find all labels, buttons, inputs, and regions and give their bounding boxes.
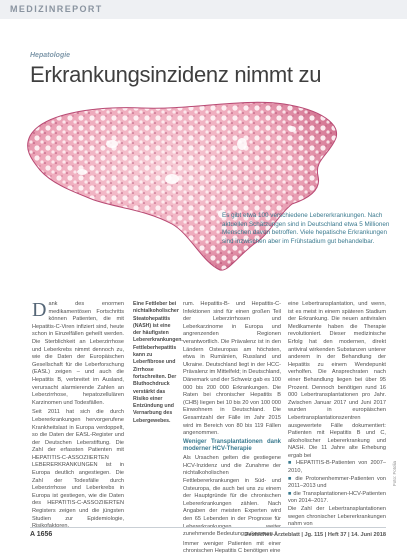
section-rubric: MEDIZINREPORT xyxy=(10,4,103,14)
photo-credit: Foto: Fotolia xyxy=(392,460,397,486)
bullet-list xyxy=(288,460,386,506)
paragraph: Als Ursachen gelten die gestiegene HCV-Inzidenz und die Zunahme der nichtalkoholischen Fettlebererkrankungen in Süd- und Osteuropa, die auch bei uns zu einem der Hauptgründe für die chronischen Lebererkrankungen zählen. Nach Angaben der meisten Experten wird den 65 Lebenden in der Prognose für Lebererkrankungen weiter zunehmende Bedeutung zukommen. xyxy=(183,455,281,538)
journal-citation: Deutsches Ärzteblatt | Jg. 115 | Heft 37 | 14. Juni 2018 xyxy=(244,532,386,538)
image-caption: Es gibt etwa 100 verschiedene Lebererkrankungen. Nach aktuellen Schätzungen sind in Deutschland etwa 5 Millionen Menschen davon betroffen. Viele hepatische Erkrankungen sind inzwischen aber im Frühstadium gut behandelbar. xyxy=(222,212,390,245)
paragraph: Seit 2011 hat sich die durch Lebererkrankungen hervorgerufene Krankheitslast in Europa verdoppelt, so die Daten der EASL-Register und der Deutschen Leberstiftung. Die Zahl der erfassten Patienten mit HEPATITIS-C-ASSOZIIERTEN LEBERERKRANKUNGEN ist in Europa deutlich angestiegen. Die Zahl der Todesfälle durch Leberzirrhose und Leberkrebs in Europa ist gestiegen, wie die Daten des HEPATITIS-C-ASSOZIIERTEN Registers zeigen und die jüngsten Studien zur Epidemiologie, Risikofaktoren. xyxy=(32,409,124,530)
paragraph: rum. Hepatitis-B- und Hepatitis-C-Infektionen sind für einen großen Teil der Leberzirrhosen und Leberkarzinome in Europa und angrenzenden Regionen verantwortlich. Die Prävalenz ist in den Ländern Osteuropas am höchsten, etwa in Rumänien, Russland und Ukraine. Deutschland liegt in der HCC-Prävalenz im Mittelfeld; in Deutschland, Dänemark und der Schweiz gab es 100 000 bis 200 000 Erkrankungen. Die Raten bei chronischer Hepatitis B (CHB) liegen bei 10 bis 20 von 100 000 Einwohnern in Deutschland. Die Gesamtzahl der Fälle im Jahr 2015 wird im Bereich von 80 bis 119 Fällen angenommen. xyxy=(183,301,281,437)
text-column-3 xyxy=(183,301,281,556)
list-item: ■ HEPATITIS-B-Patienten von 2007–2010, xyxy=(288,460,386,475)
subheading: Weniger Transplantationen dank moderner HCV-Therapie xyxy=(183,438,281,453)
paragraph: Immer weniger Patienten mit einer chronischen Hepatitis C benötigen eine xyxy=(183,540,281,555)
text-column-1 xyxy=(32,301,124,531)
list-item: ■ die Protonenhemmer-Patienten von 2011–2013 und xyxy=(288,475,386,490)
paragraph: Die Zahl der Lebertransplantationen wegen chronischer Lebererkrankungen nahm von xyxy=(288,506,386,528)
page-footer xyxy=(30,527,386,540)
text-column-4 xyxy=(288,301,386,529)
paragraph: ank des enormen medikamentösen Fortschritts können Patienten, die mit Hepatitis-C-Viren infiziert sind, heute schon in Einzelfällen geheilt werden. Die Sterblichkeit an Leberzirrhose und Leberkrebs nimmt dennoch zu, wie die Daten der Europäischen Gesellschaft für die Leberforschung (EASL) zeigen – und auch die Hepatitis B, verbreitet im Ausland, verursacht alarmierende Zahlen an Leberzirrhose, hepatozellulären Karzinomen und Todesfällen. xyxy=(32,301,124,406)
page-number: A 1656 xyxy=(30,531,53,538)
sidebar-note: Eine Fettleber bei nichtalkoholischer Steatohepatitis (NASH) ist eine der häufigsten Lebererkrankungen. Fettleberhepatitis kann zu Leberfibrose und Zirrhose fortschreiten. Der Bluthochdruck verstärkt das Risiko einer Entzündung und Vernarbung des Lebergewebes. xyxy=(133,301,183,424)
article-title: Erkrankungsinzidenz nimmt zu xyxy=(30,62,322,87)
drop-cap: D xyxy=(32,299,47,321)
article-topic: Hepatologie xyxy=(30,52,71,59)
paragraph: eine Lebertransplantation, und wenn, ist es meist in einem späteren Stadium der Erkrankung. Die neuen antiviralen Medikamente haben die Therapie revolutioniert. Dieser medizinische Erfolg hat den modernen, direkt antiviral wirkenden Substanzen unterer anderem in der Behandlung der Hepatitis zu einem Wendepunkt verholfen. Die Ansprechraten nach einer Behandlung liegen bei über 95 Prozent. Dennoch benötigen rund 16 000 Lebertransplantationen pro Jahr. Zwischen Januar 2017 und Juni 2017 wurden in europäischen Lebertransplantationszentren ausgewertete Fälle dokumentiert: Patienten mit Hepatitis B und C, alkoholischer Lebererkrankung und NASH. Die 11 Jahre alte Erhebung ergab bei xyxy=(288,301,386,459)
list-item: ■ die Transplantationen-HCV-Patienten von 2014–2017. xyxy=(288,490,386,505)
